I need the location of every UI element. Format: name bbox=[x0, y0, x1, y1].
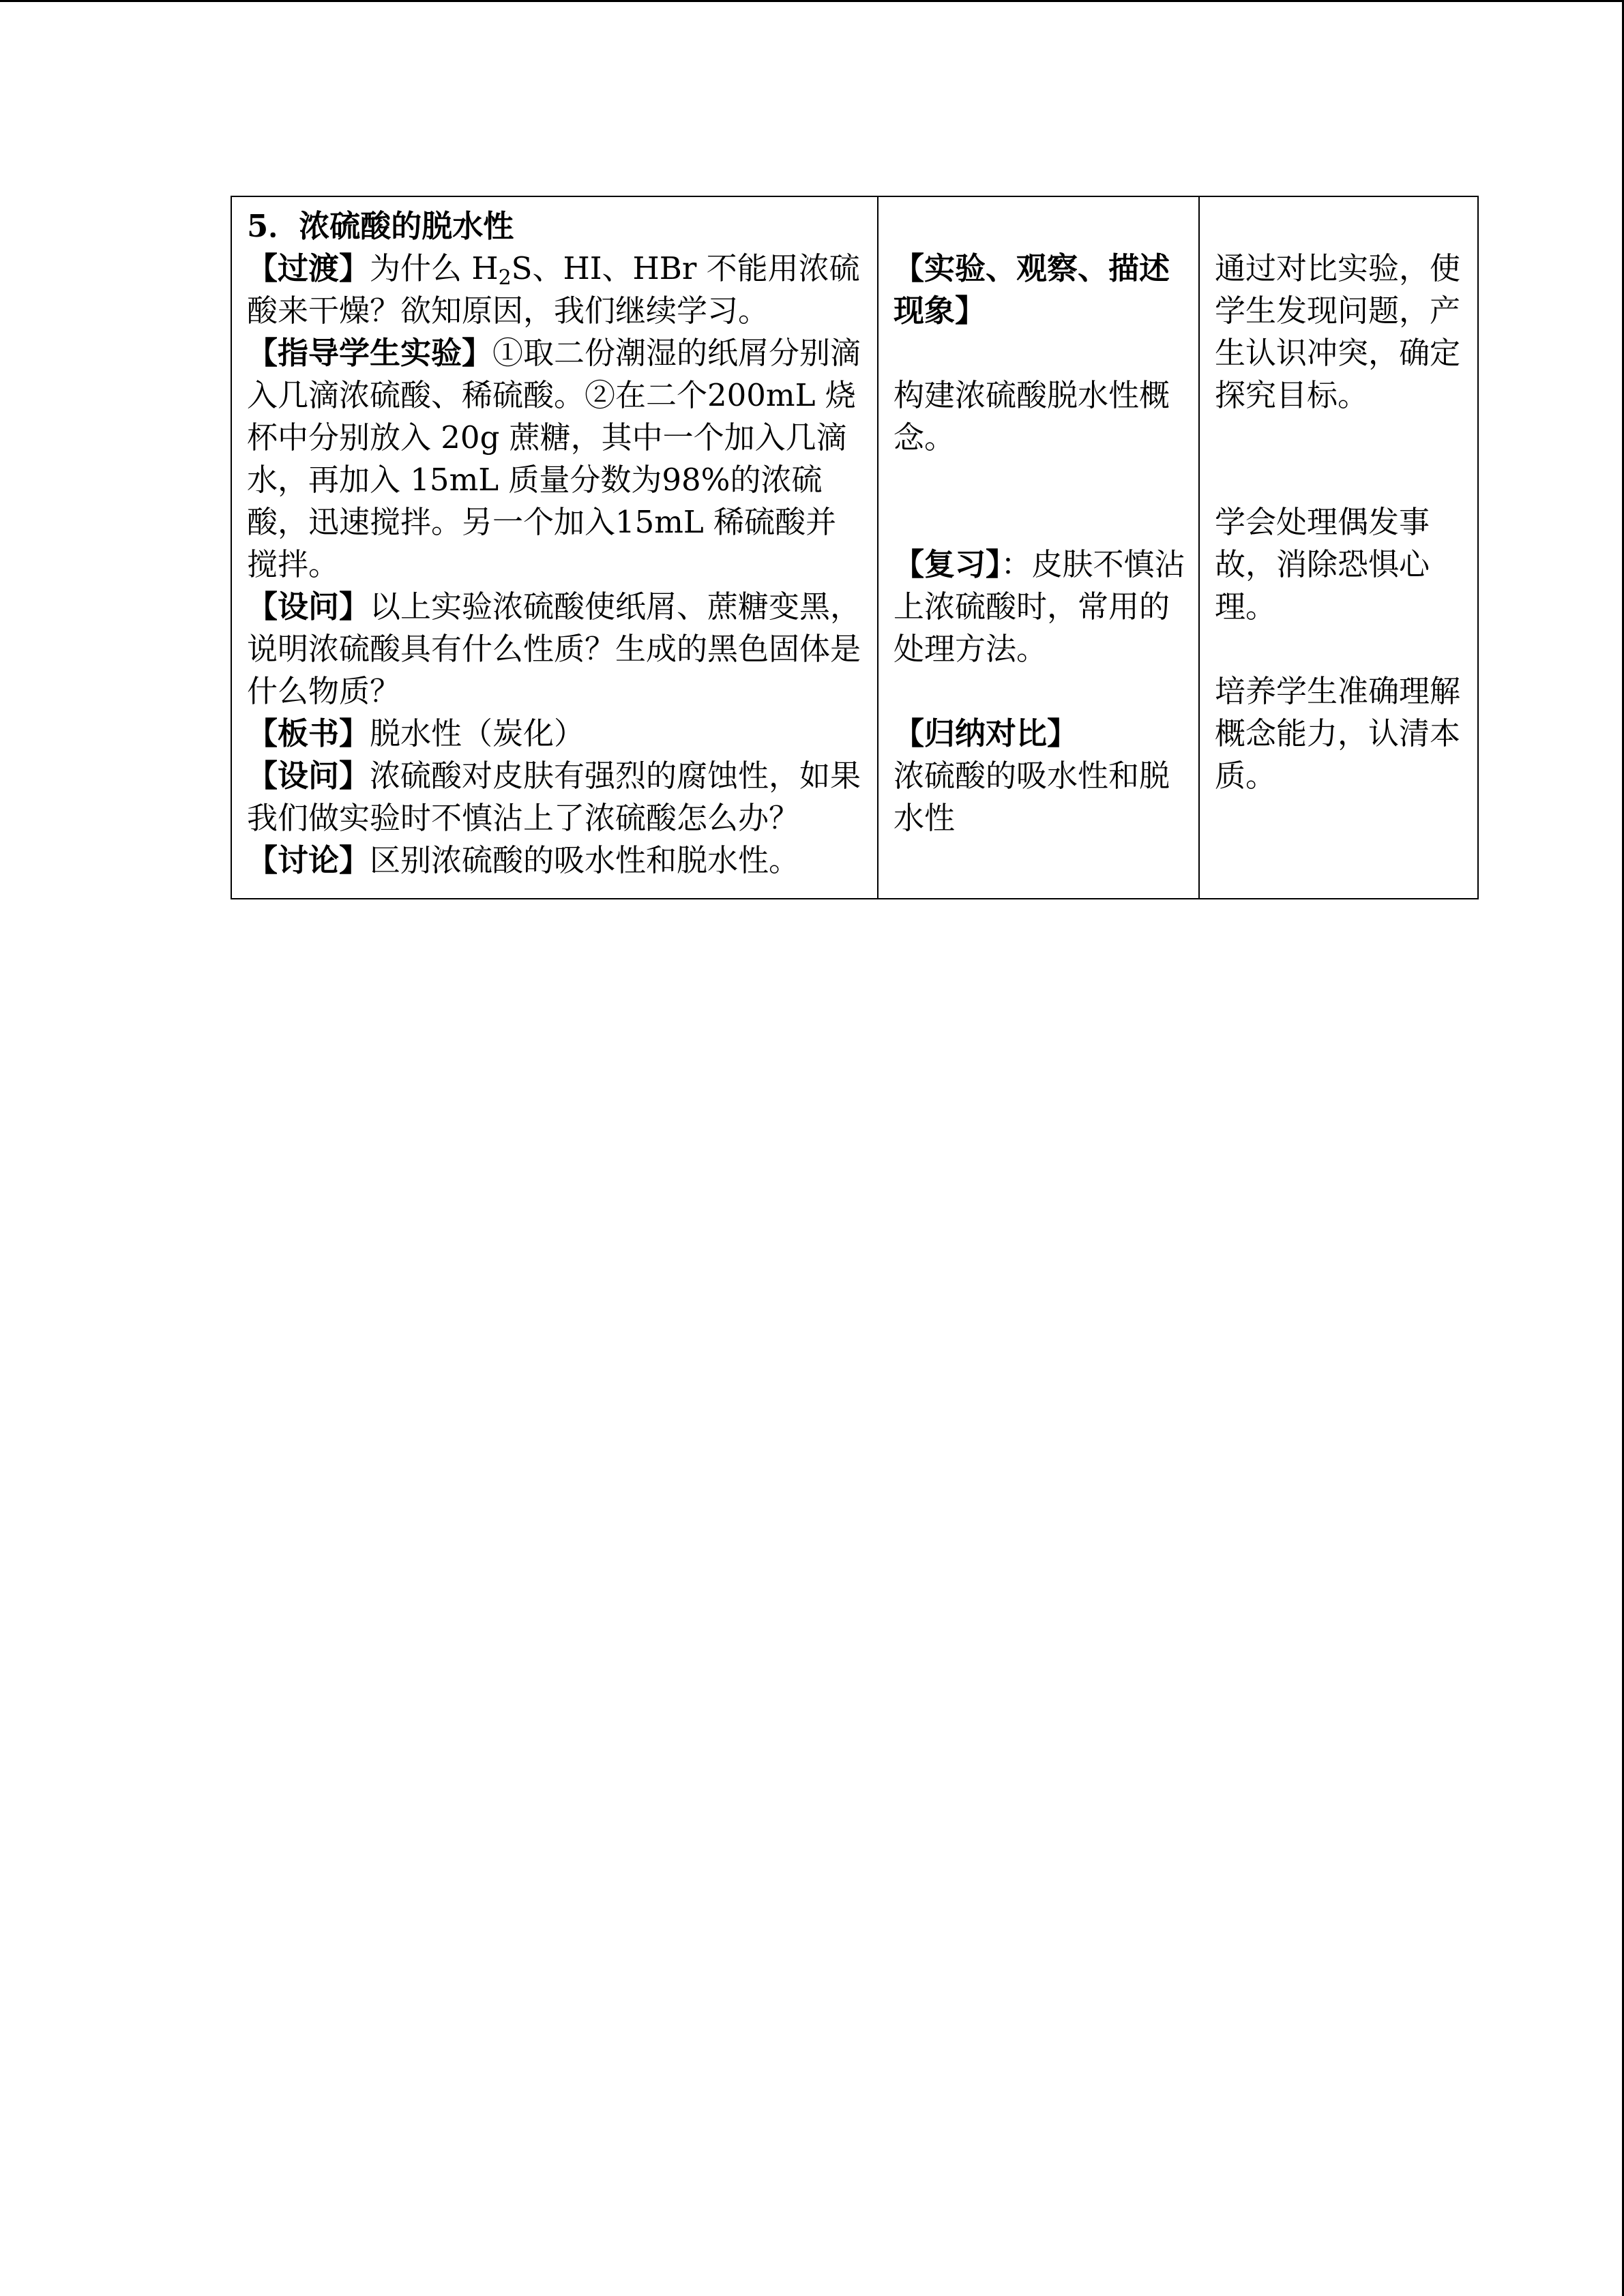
transition-text-1: 为什么 H bbox=[370, 250, 499, 286]
board-text: 脱水性（炭化） bbox=[370, 715, 585, 751]
goal-text-2: 学会处理偶发事故，消除恐惧心理。 bbox=[1215, 504, 1430, 625]
question2-tag: 【设问】 bbox=[247, 758, 370, 794]
review-paragraph bbox=[894, 543, 1186, 670]
review-text: ：皮肤不慎沾上浓硫酸时，常用的处理方法。 bbox=[894, 546, 1185, 667]
page-border-top bbox=[0, 0, 1624, 2]
goal-text-1: 通过对比实验，使学生发现问题，产生认识冲突，确定探究目标。 bbox=[1215, 250, 1461, 413]
discussion-paragraph bbox=[247, 839, 865, 882]
table-row bbox=[231, 196, 1478, 899]
question2-text: 浓硫酸对皮肤有强烈的腐蚀性，如果我们做实验时不慎沾上了浓硫酸怎么办？ bbox=[247, 758, 861, 836]
question1-tag: 【设问】 bbox=[247, 588, 370, 625]
question2-paragraph bbox=[247, 755, 865, 839]
discussion-text: 区别浓硫酸的吸水性和脱水性。 bbox=[370, 842, 800, 878]
compare-text: 浓硫酸的吸水性和脱水性 bbox=[894, 758, 1170, 836]
board-paragraph bbox=[247, 713, 865, 755]
lesson-plan-table bbox=[231, 196, 1479, 899]
question1-text: 以上实验浓硫酸使纸屑、蔗糖变黑，说明浓硫酸具有什么性质？生成的黑色固体是什么物质？ bbox=[247, 588, 861, 709]
board-tag: 【板书】 bbox=[247, 715, 370, 751]
compare-tag: 【归纳对比】 bbox=[894, 715, 1078, 751]
student-activity-cell bbox=[878, 196, 1199, 899]
section-title: 5．浓硫酸的脱水性 bbox=[247, 208, 514, 244]
teacher-activity-cell bbox=[231, 196, 878, 899]
question1-paragraph bbox=[247, 586, 865, 713]
experiment-text: 构建浓硫酸脱水性概念。 bbox=[894, 377, 1170, 456]
experiment-tag: 【实验、观察、描述现象】 bbox=[894, 250, 1170, 329]
guide-text: ①取二份潮湿的纸屑分别滴入几滴浓硫酸、稀硫酸。②在二个200mL 烧杯中分别放入 20g 蔗糖，其中一个加入几滴水，再加入 15mL 质量分数为98%的浓硫酸，迅速搅拌。另一个加入15mL 稀硫酸并搅拌。 bbox=[247, 335, 861, 582]
subscript-2: 2 bbox=[498, 266, 512, 290]
transition-paragraph bbox=[247, 248, 865, 332]
guide-tag: 【指导学生实验】 bbox=[247, 335, 493, 371]
design-intent-cell bbox=[1199, 196, 1478, 899]
guide-experiment-paragraph bbox=[247, 332, 865, 586]
transition-text-2: S、HI、HBr 不能用浓硫酸来干燥？欲知原因，我们继续学习。 bbox=[247, 250, 860, 329]
goal-text-3: 培养学生准确理解概念能力，认清本质。 bbox=[1215, 673, 1461, 794]
transition-tag: 【过渡】 bbox=[247, 250, 370, 286]
review-tag: 【复习】 bbox=[894, 546, 1001, 582]
discussion-tag: 【讨论】 bbox=[247, 842, 370, 878]
